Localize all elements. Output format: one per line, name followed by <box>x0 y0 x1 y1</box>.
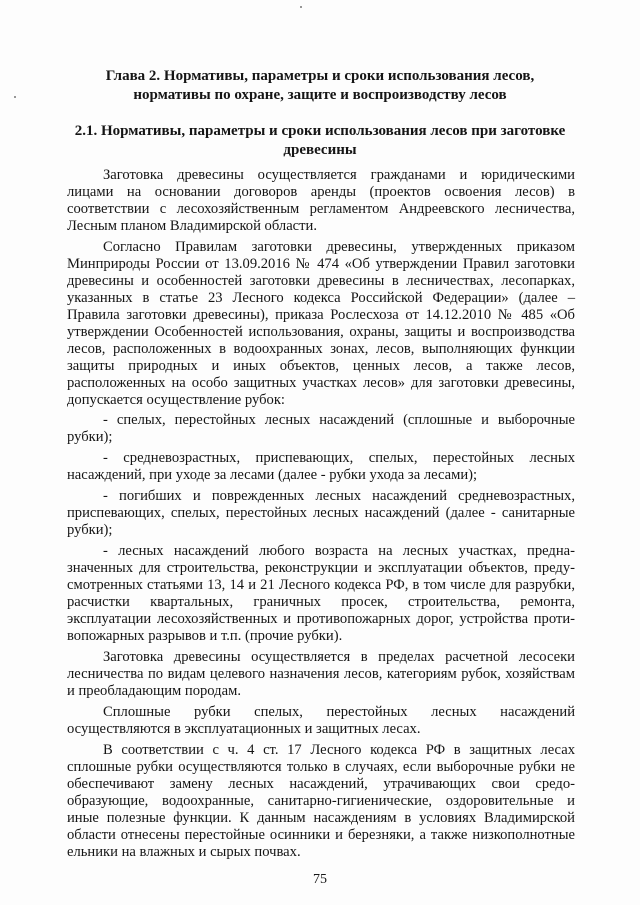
section-heading-line-1: 2.1. Нормативы, параметры и сроки использования лесов при заготовке <box>74 123 566 139</box>
body-line: осуществляются в эксплуатационных и защитных лесах. <box>67 721 421 737</box>
body-line: Лесным планом Владимирской области. <box>67 218 317 234</box>
body-line: рубки); <box>67 522 113 538</box>
body-line: расчистки квартальных, граничных просек, строительства, ремонта, <box>67 594 575 610</box>
body-line: ельники на влажных и сырых почвах. <box>67 844 301 860</box>
body-line: области отнесены перестойные осинники и березняки, а также низкополнотные <box>67 827 575 843</box>
body-line: защиты природных и иных объектов, ценных лесов, а также лесов, <box>67 358 575 374</box>
body-line: приспевающих, спелых, перестойных лесных насаждений (далее - санитарные <box>67 505 575 521</box>
body-line: Минприроды России от 13.09.2016 № 474 «Об утверждении Правил заготовки <box>67 256 575 272</box>
chapter-heading-line-2: нормативы по охране, защите и воспроизводству лесов <box>133 87 507 103</box>
page-number: 75 <box>313 872 327 887</box>
body-line: сплошные рубки осуществляются только в случаях, если выборочные рубки не <box>67 759 575 775</box>
scan-speck <box>14 96 16 98</box>
body-line: расположенных на особо защитных участках лесов» для заготовки древесины, <box>67 375 575 391</box>
body-line: В соответствии с ч. 4 ст. 17 Лесного кодекса РФ в защитных лесах <box>103 742 575 758</box>
body-line: вопожарных разрывов и т.п. (прочие рубки). <box>67 628 343 644</box>
body-line: - средневозрастных, приспевающих, спелых, перестойных лесных <box>103 450 575 466</box>
body-line: рубки); <box>67 429 113 445</box>
body-line: указанных в статье 23 Лесного кодекса Российской Федерации» (далее – <box>67 290 575 306</box>
body-line: иные полезные функции. К данным насаждениям в условиях Владимирской <box>67 810 575 826</box>
body-line: смотренных статьями 13, 14 и 21 Лесного кодекса РФ, в том числе для разрубки, <box>67 577 575 593</box>
body-line: эксплуатации лесохозяйственных и противопожарных дорог, устройства проти- <box>67 611 575 627</box>
body-line: лесов, расположенных в водоохранных зонах, лесов, выполняющих функции <box>67 341 575 357</box>
body-line: лесничества по видам целевого назначения лесов, категориям рубок, хозяйствам <box>67 666 575 682</box>
body-line: Сплошные рубки спелых, перестойных лесных насаждений <box>103 704 575 720</box>
body-line: Правила заготовки древесины), приказа Рослесхоза от 14.12.2010 № 485 «Об <box>67 307 575 323</box>
body-line: допускается осуществление рубок: <box>67 392 285 408</box>
body-line: утверждении Особенностей использования, охраны, защиты и воспроизводства <box>67 324 575 340</box>
body-line: - спелых, перестойных лесных насаждений (сплошные и выборочные <box>103 412 575 428</box>
body-line: Согласно Правилам заготовки древесины, утвержденных приказом <box>103 239 575 255</box>
body-line: обеспечивают замену лесных насаждений, утрачивающих свои средо- <box>67 776 575 792</box>
body-line: древесины и особенностей заготовки древесины в лесничествах, лесопарках, <box>67 273 575 289</box>
body-line: соответствии с лесохозяйственным регламентом Андреевского лесничества, <box>67 201 575 217</box>
body-line: лицами на основании договоров аренды (проектов освоения лесов) в <box>67 184 575 200</box>
body-line: значенных для строительства, реконструкции и эксплуатации объектов, преду- <box>67 560 575 576</box>
body-line: и преобладающим породам. <box>67 683 241 699</box>
body-line: - лесных насаждений любого возраста на лесных участках, предна- <box>103 543 575 559</box>
chapter-heading <box>60 67 580 105</box>
chapter-heading-line-1: Глава 2. Нормативы, параметры и сроки использования лесов, <box>105 68 535 84</box>
body-line: Заготовка древесины осуществляется гражданами и юридическими <box>103 167 575 183</box>
scan-speck <box>300 6 302 8</box>
body-line: образующие, водоохранные, санитарно-гигиенические, оздоровительные и <box>67 793 575 809</box>
body-line: насаждений, при уходе за лесами (далее - рубки ухода за лесами); <box>67 467 478 483</box>
body-line: Заготовка древесины осуществляется в пределах расчетной лесосеки <box>103 649 575 665</box>
section-heading-line-2: древесины <box>283 142 357 158</box>
section-heading <box>60 122 580 160</box>
body-line: - погибших и поврежденных лесных насаждений средневозрастных, <box>103 488 575 504</box>
